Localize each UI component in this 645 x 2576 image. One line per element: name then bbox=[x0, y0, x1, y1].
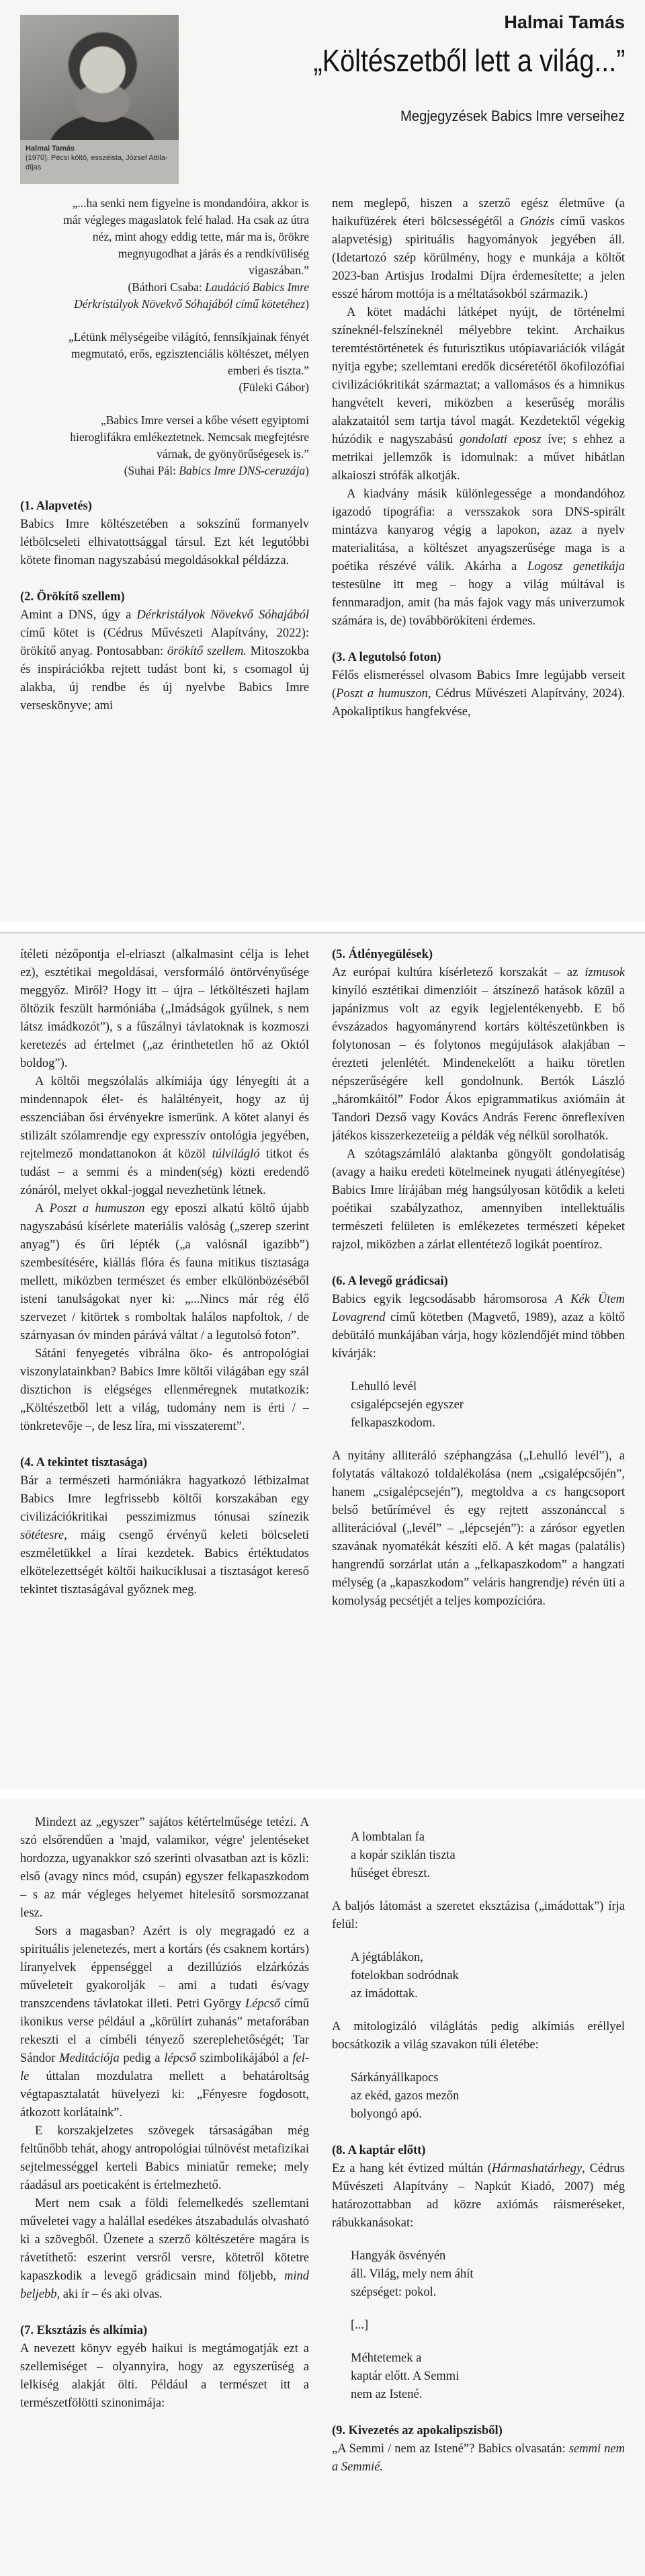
haiku-poem bbox=[351, 2069, 625, 2124]
text-run: A baljós látomást a szeretet eksztázisa („imádottak”) írja felül: bbox=[332, 1900, 625, 1931]
section-heading: (7. Eksztázis és alkímia) bbox=[20, 2324, 148, 2337]
text-run: „Babics Imre versei a kőbe vésett egyiptomi hieroglifákra emlékeztetnek. Nemcsak megfejtésre várnak, de gyönyörűségesek is.” bbox=[70, 413, 309, 460]
text-run: E korszakjelzetes szövegek társaságában még feltűnőbb tehát, ahogy antropológiai túlnövést metafizikai sejtelmességgel kerteli Babics miniatűr remeke; mely ráadásul ars poeticaként is értelmezhető. bbox=[20, 2124, 309, 2192]
section-heading: (6. A levegő grádicsai) bbox=[332, 1275, 448, 1288]
text-run: (Báthori Csaba: bbox=[128, 280, 206, 294]
italic-text: lépcső bbox=[164, 2052, 196, 2065]
text-run: A bbox=[35, 1202, 50, 1215]
paragraph bbox=[20, 2340, 309, 2413]
article-author: Halmai Tamás bbox=[504, 12, 625, 32]
section-heading: (8. A kaptár előtt) bbox=[332, 2144, 426, 2157]
magazine-page-2 bbox=[0, 932, 645, 1789]
text-run: Sors a magasban? Azért is oly megragadó ez a spirituális jelenetezés, mert a kortárs (és csaknem kortárs) líranyelvek éppenséggel a dezillúziós elzárkózás műveleteit gyakorolják – ami a tudati és/vagy transzcendens távlatokat illeti. Petri György bbox=[20, 1925, 309, 2011]
page3-left-column bbox=[20, 1814, 309, 2567]
paragraph bbox=[20, 1345, 309, 1436]
poem-line: szépséget: pokol. bbox=[351, 2286, 437, 2299]
poem-line: felkapaszkodom. bbox=[351, 1416, 435, 1430]
section-heading: (5. Átlényegülések) bbox=[332, 948, 433, 961]
paragraph bbox=[20, 1200, 309, 1345]
magazine-page-1 bbox=[0, 0, 645, 922]
poem-line: bolyongó apó. bbox=[351, 2107, 422, 2121]
italic-text: Babics Imre DNS-ceruzája bbox=[179, 464, 306, 477]
text-run: Sátáni fenyegetés vibrálna öko- és antropológiai viszonylatainkban? Babics Imre költői világában egy szál disztichon is elégséges ellenméregnek mutatkozik: „Költészetből lett a világ, tudomány nem is érti / – tönkretevője –, de lesz líra, mi visszateremt”. bbox=[20, 1347, 309, 1433]
text-run: úttalan mozdulatra mellett a behatároltság végtapasztalatát hüvelyezi ki: „Fényesre fogdosott, átkozott korlátaink”. bbox=[20, 2070, 309, 2120]
text-run: Bár a természeti harmóniákra hagyatkozó létbizalmat Babics Imre legfrissebb költői korszakában egy civilizációkritikai pesszimizmus tónusai színezik bbox=[20, 1474, 309, 1524]
paragraph bbox=[332, 1145, 625, 1254]
magazine-page-3 bbox=[0, 1799, 645, 2576]
paragraph bbox=[20, 2122, 309, 2195]
paragraph bbox=[20, 946, 309, 1073]
haiku-poem bbox=[351, 1949, 625, 2003]
italic-text: Hármashatárhegy bbox=[491, 2162, 583, 2175]
author-portrait-image bbox=[20, 15, 179, 140]
text-run: ) bbox=[305, 464, 309, 477]
italic-text: sötétesre bbox=[20, 1529, 64, 1542]
poem-line: Sárkányállkapocs bbox=[351, 2071, 439, 2085]
poem-line: Hangyák ösvényén bbox=[351, 2249, 446, 2263]
paragraph bbox=[20, 1923, 309, 2122]
poem-line: kaptár előtt. A Semmi bbox=[351, 2370, 460, 2383]
paragraph bbox=[20, 1472, 309, 1599]
text-run: A kiadvány másik különlegessége a mondandóhoz igazodó tipográfia: a versszakok sora DNS-spirált mintázva kanyarog végig a lapokon, azaz a nyelv materialitása, a költészet anyagszerűsége maga is a poétika részévé válik. Akárha a bbox=[332, 487, 625, 573]
poem-line: a kopár sziklán tiszta bbox=[351, 1849, 456, 1862]
poem-line: [...] bbox=[351, 2319, 369, 2332]
text-run: című kötetben (Magvető, 1989), azaz a költő debütáló munkájában várja, hogy közlendőjét mind többen kívárják: bbox=[332, 1311, 625, 1361]
paragraph bbox=[332, 195, 625, 304]
italic-text: izmusok bbox=[585, 966, 625, 979]
paragraph bbox=[20, 516, 309, 570]
haiku-poem bbox=[351, 1828, 625, 1883]
text-run: című ikonikus verse például a „körülírt zuhanás” metaforában rekeszti el a címbéli tényező szereplehetőségét; Tar Sándor bbox=[20, 1997, 309, 2065]
page1-right-column bbox=[332, 195, 625, 913]
paragraph bbox=[332, 485, 625, 631]
paragraph bbox=[332, 304, 625, 485]
page1-left-column bbox=[20, 195, 309, 913]
paragraph bbox=[332, 1291, 625, 1363]
motto-source bbox=[63, 462, 309, 479]
text-run: ) bbox=[305, 297, 309, 311]
text-run: Ez a hang két évtized múltán ( bbox=[332, 2162, 492, 2175]
paragraph bbox=[332, 1447, 625, 1611]
page2-left-column bbox=[20, 946, 309, 1779]
motto-epigraph bbox=[63, 412, 309, 479]
text-run: című kötet is (Cédrus Művészeti Alapítvány, 2022): örökítő anyag. Pontosabban: bbox=[20, 627, 309, 658]
text-run: A szótagszámláló alaktanba göngyölt gondolatiság (avagy a haiku eredeti kötelmeinek nyugati átlényegítése) Babics Imre lírájában még hangsúlyosan kötődik a keleti poétikai szabályzathoz, amennyiben intellektuális természeti felületen is emlékezetes természeti képeket rajzol, miközben a zárlat ellentétező logikát poentíroz. bbox=[332, 1148, 625, 1252]
text-run: A mitologizáló világlátás pedig alkímiás eréllyel bocsátkozik a világ szavakon túli életébe: bbox=[332, 2020, 625, 2052]
text-run: egy eposzi alkatú költő újabb nagyszabású kísérlete materiális valóság („szerep szerint anyag”) és űri lépték („a valósnál igazibb”) szembesítésére, kiállás flóra és fauna mitikus tisztasága mellett, miközben természet és ember elkülönbözéséből isteni tanulságokat nyer ki: „...Nincs már rég élő szervezet / kitörtek s romboltak halálos napfoltok, / de szárnyasan óv minden párává váltat / a legutolsó foton”. bbox=[20, 1202, 309, 1342]
text-run: „A Semmi / nem az Istené”? Babics olvasatán: bbox=[332, 2442, 569, 2456]
italic-text: Poszt a humuszon bbox=[49, 1202, 145, 1215]
motto-quote bbox=[63, 412, 309, 462]
poem-line: az imádottak. bbox=[351, 1987, 418, 2001]
paragraph bbox=[20, 1073, 309, 1200]
italic-text: Gnózis bbox=[519, 215, 555, 229]
text-run: nem meglepő, hiszen a szerző egész életműve (a haikufüzérek éteri bölcsességétől a bbox=[332, 197, 625, 229]
text-run: Amint a DNS, úgy a bbox=[20, 608, 137, 622]
paragraph bbox=[20, 1814, 309, 1923]
text-run: , Cédrus Művészeti Alapítvány – Napkút Kiadó, 2007) még határozottabban ad közre axiómás ráismeréseket, rábukkanásokat: bbox=[332, 2162, 625, 2230]
text-run: , máig csengő érvényű keleti bölcseleti eszméletükkel a lírai kezdetek. Babics értéktudatos elkötelezettségét költői haikuciklusai a tisztaságot kereső tekintet tisztaságával győznek meg. bbox=[20, 1529, 309, 1597]
poem-line: Lehulló levél bbox=[351, 1380, 417, 1394]
paragraph bbox=[332, 1898, 625, 1934]
text-run: ítéleti nézőpontja el-elriaszt (alkalmasint célja is lehet ez), esztétikai megoldásai, versformáló öntörvényűsége meggyőz. Miről? Hogy itt – újra – létköltészeti hajlam öltözik feszült harmóniába („Imádságok gyűlnek, s nem látsz imádkozót”), s a fűszálnyi távlatoknak is kozmoszi keretezés ad értelmet („az érinthetetlen hő az Októl boldog”). bbox=[20, 948, 309, 1070]
text-run: Babics egyik legcsodásabb háromsorosa bbox=[332, 1293, 556, 1306]
italic-text: mind beljebb bbox=[20, 2269, 309, 2301]
italic-text: Logosz genetikája bbox=[527, 560, 625, 573]
section-heading: (3. A legutolsó foton) bbox=[332, 651, 441, 664]
italic-text: gondolati eposz bbox=[459, 433, 542, 446]
motto-epigraph bbox=[63, 329, 309, 396]
italic-text: fel-le bbox=[20, 2052, 309, 2083]
section-heading: (9. Kivezetés az apokalipszisből) bbox=[332, 2424, 503, 2438]
poem-line: A jégtáblákon, bbox=[351, 1951, 423, 1964]
paragraph bbox=[332, 2160, 625, 2232]
text-run: Babics Imre költészetében a sokszínű formanyelv létbölcseleti elhivatottsággal társul. Ezt két legutóbbi kötete finoman nagyszabású megoldásokkal példázza. bbox=[20, 518, 309, 567]
text-run: íve; s ehhez a metrikai jellemzők is idomulnak: a művet hibátlan alkaioszi strófák alkotják. bbox=[332, 433, 625, 483]
page2-right-column bbox=[332, 946, 625, 1779]
italic-text: A Kék Ütem Lovagrend bbox=[332, 1293, 625, 1324]
motto-source bbox=[63, 379, 309, 396]
poem-line: A lombtalan fa bbox=[351, 1830, 425, 1844]
italic-text: semmi nem a Semmié. bbox=[332, 2442, 625, 2474]
text-run: „...ha senki nem figyelne is mondandóira, akkor is már végleges magaslatok felé halad. Ha csak az útra néz, mint ahogy eddig tette, már ma is, örökre megnyugodhat a járás és a rendkívüliség vigaszában.” bbox=[63, 196, 309, 277]
text-run: Az európai kultúra kísérletező korszakát – az bbox=[332, 966, 585, 979]
italic-text: Lépcső bbox=[245, 1997, 281, 2011]
italic-text: Poszt a humuszon bbox=[336, 687, 428, 700]
italic-text: Dérkristályok Növekvő Sóhajából bbox=[136, 608, 309, 622]
paragraph bbox=[332, 964, 625, 1145]
photo-caption bbox=[26, 144, 173, 172]
section-heading: (4. A tekintet tisztasága) bbox=[20, 1456, 148, 1470]
text-run: A nevezett könyv egyéb haikui is megtámogatják ezt a szellemiséget – olyannyira, hogy az egyszerűség a lelkiség alakját ölti. Például a természet itt a természetfölötti szinonimája: bbox=[20, 2342, 309, 2410]
haiku-poem bbox=[351, 2317, 625, 2335]
text-run: A kötet madáchi látképet nyújt, de történelmi színeknél-felszíneknél mélyebbre tekint. Archaikus teremtéstörténetek és futurisztikus utópiavariációk világát nyitja egybe; szellemtani eredők dicséretétől ökofilozófiai civilizációkritikát származtat; a vallomásos és a himnikus hangvételt keveri, miközben a keserűség morális alakzataitól sem tartja távol magát. Kezdetektől végekig húzódik e nagyszabású bbox=[332, 306, 625, 446]
text-run: Mert nem csak a földi felemelkedés szellemtani műveletei vagy a halállal esedékes átszabadulás olvasható ki a szövegből. Üzenete a szerző költészetére magára is rávetíthető: eszerint versről versre, kötetről kötetre kapaszkodik a levegő grádicsain mind följebb, bbox=[20, 2197, 309, 2283]
author-photo-box bbox=[20, 15, 179, 184]
text-run: pedig a bbox=[119, 2052, 165, 2065]
haiku-poem bbox=[351, 2247, 625, 2302]
haiku-poem bbox=[351, 1378, 625, 1433]
poem-line: áll. Világ, mely nem áhít bbox=[351, 2267, 474, 2281]
text-run: A költői megszólalás alkímiája úgy lényegíti át a mindennapok élet- és haláltényeit, hogy az új esszenciában ősi érvényekre ismerünk. A kötet alanyi és stilizált szólamrendje egy expresszív ontológia jegyében, rejtelmező mondattanokon át közöl bbox=[20, 1075, 309, 1161]
poem-line: Méhtetemek a bbox=[351, 2351, 422, 2365]
photo-caption-text: (1970), Pécsi költő, esszéista, József Attila-díjas bbox=[26, 154, 168, 171]
text-run: titkot és tudást – a semmi és a minden(ség) közti eredendő zónáról, melyet okkal-joggal nevezhetünk létnek. bbox=[20, 1148, 309, 1197]
paragraph bbox=[332, 2440, 625, 2477]
text-run: szimbolikájából a bbox=[196, 2052, 293, 2065]
article-subtitle: Megjegyzések Babics Imre verseihez bbox=[400, 108, 625, 124]
italic-text: Laudáció Babics Imre Dérkristályok Növekvő Sóhajából című kötetéhez bbox=[74, 280, 309, 311]
haiku-poem bbox=[351, 2349, 625, 2404]
italic-text: cs bbox=[546, 1486, 556, 1499]
text-run: Mindezt az „egyszer” sajátos kétértelműsége tetézi. A szó elsőrendűen a 'majd, valamikor, végre' jelentéseket hordozza, ugyanakkor szó szerinti olvasatban azt is közli: első (avagy nincs mód, csupán) egyszer felkapaszkodom – s az már végleges helyemet hitelesítő sorsmozzanat lesz. bbox=[20, 1816, 309, 1920]
text-run: Félős elismeréssel olvasom Babics Imre legújabb verseit ( bbox=[332, 669, 625, 700]
poem-line: csigalépcsején egyszer bbox=[351, 1398, 464, 1412]
motto-source bbox=[63, 279, 309, 313]
poem-line: nem az Istené. bbox=[351, 2388, 423, 2401]
paragraph bbox=[20, 606, 309, 715]
italic-text: örökítő szellem. bbox=[167, 645, 247, 658]
text-run: Mitoszokba és inspirációkba rejtett tudást bont ki, s csomagol új alakba, új rendbe és új nyelvbe Babics Imre verseskönyve; ami bbox=[20, 645, 309, 713]
italic-text: Meditációja bbox=[59, 2052, 120, 2065]
section-heading: (2. Örökítő szellem) bbox=[20, 590, 125, 604]
text-run: (Suhai Pál: bbox=[124, 464, 179, 477]
text-run: „Létünk mélységeibe világító, fennsíkjainak fényét megmutató, erős, egzisztenciális költészet, mélyen emberi és tiszta.” bbox=[68, 330, 309, 377]
page3-right-column bbox=[332, 1814, 625, 2567]
text-run: hangcsoport belső betűrímével és egy rejtett asszonánccal s alliterációval („levél” – „lépcsején”): a zárósor egyetlen szavának nyomatékát készíti elő. A két magas (palatális) hangrendű sorzárlat után a „felkapaszkodom” a hangzati mélység (a „kapaszkodom” veláris hangrendje) révén üti a komolyság pecsétjét a teljes kompozícióra. bbox=[332, 1486, 625, 1608]
text-run: (Füleki Gábor) bbox=[239, 380, 309, 394]
article-title: „Költészetből lett a világ...” bbox=[313, 43, 625, 78]
paragraph bbox=[332, 2018, 625, 2054]
text-run: című vaskos alapvetésig) spirituális hagyományok jegyében áll. (Idetartozó szép körülmény, hogy e munkája a költőt 2023-ban Artisjus Irodalmi Díjra érdemesítette; a jelen esszé három mottója is a méltatásokból származik.) bbox=[332, 215, 625, 301]
photo-caption-name: Halmai Tamás bbox=[26, 145, 75, 153]
text-run: , Cédrus Művészeti Alapítvány, 2024). Apokaliptikus hangfekvése, bbox=[332, 687, 625, 719]
poem-line: fotelokban sodródnak bbox=[351, 1969, 459, 1982]
motto-quote bbox=[63, 329, 309, 379]
poem-line: hűséget ébreszt. bbox=[351, 1867, 431, 1880]
text-run: , aki ír – és aki olvas. bbox=[56, 2288, 163, 2301]
text-run: testesülne itt meg – hogy a világ múltával is fennmaradjon, amit (ha más fajok vagy más univerzumok számára is, de) továbbörökíteni érdemes. bbox=[332, 578, 625, 628]
paragraph bbox=[332, 667, 625, 721]
motto-quote bbox=[63, 195, 309, 279]
section-heading: (1. Alapvetés) bbox=[20, 499, 92, 513]
text-run: kinyíló esztétikai dimenzióit – átszínező hatások közül a japánizmus volt az egyik legjelentékenyebb. E bő évszázados hagyományrend kortárs költészetünkben is folytonosan – és folytonos megújulások alakjában – érezteti jelenlétét. Mindenekelőtt a haiku töretlen népszerűségére kell gondolnunk. Bertók László „háromkáitól” Fodor Ákos epigrammatikus axiómáin át Tandori Dezső vagy Kovács András Ferenc önreflexíven játékos kisszerkezeteiig a példák vég nélkül sorolhatók. bbox=[332, 984, 625, 1143]
italic-text: túlvilágló bbox=[212, 1148, 260, 1161]
motto-epigraph bbox=[63, 195, 309, 313]
paragraph bbox=[20, 2195, 309, 2304]
poem-line: az ekéd, gazos mezőn bbox=[351, 2089, 460, 2103]
text-run: A nyitány alliteráló széphangzása („Lehulló levél”), a folytatás váltakozó toldalékolása (nem „csigalépcsőjén”, hanem „csigalépcsején”), megtoldva a bbox=[332, 1449, 625, 1499]
